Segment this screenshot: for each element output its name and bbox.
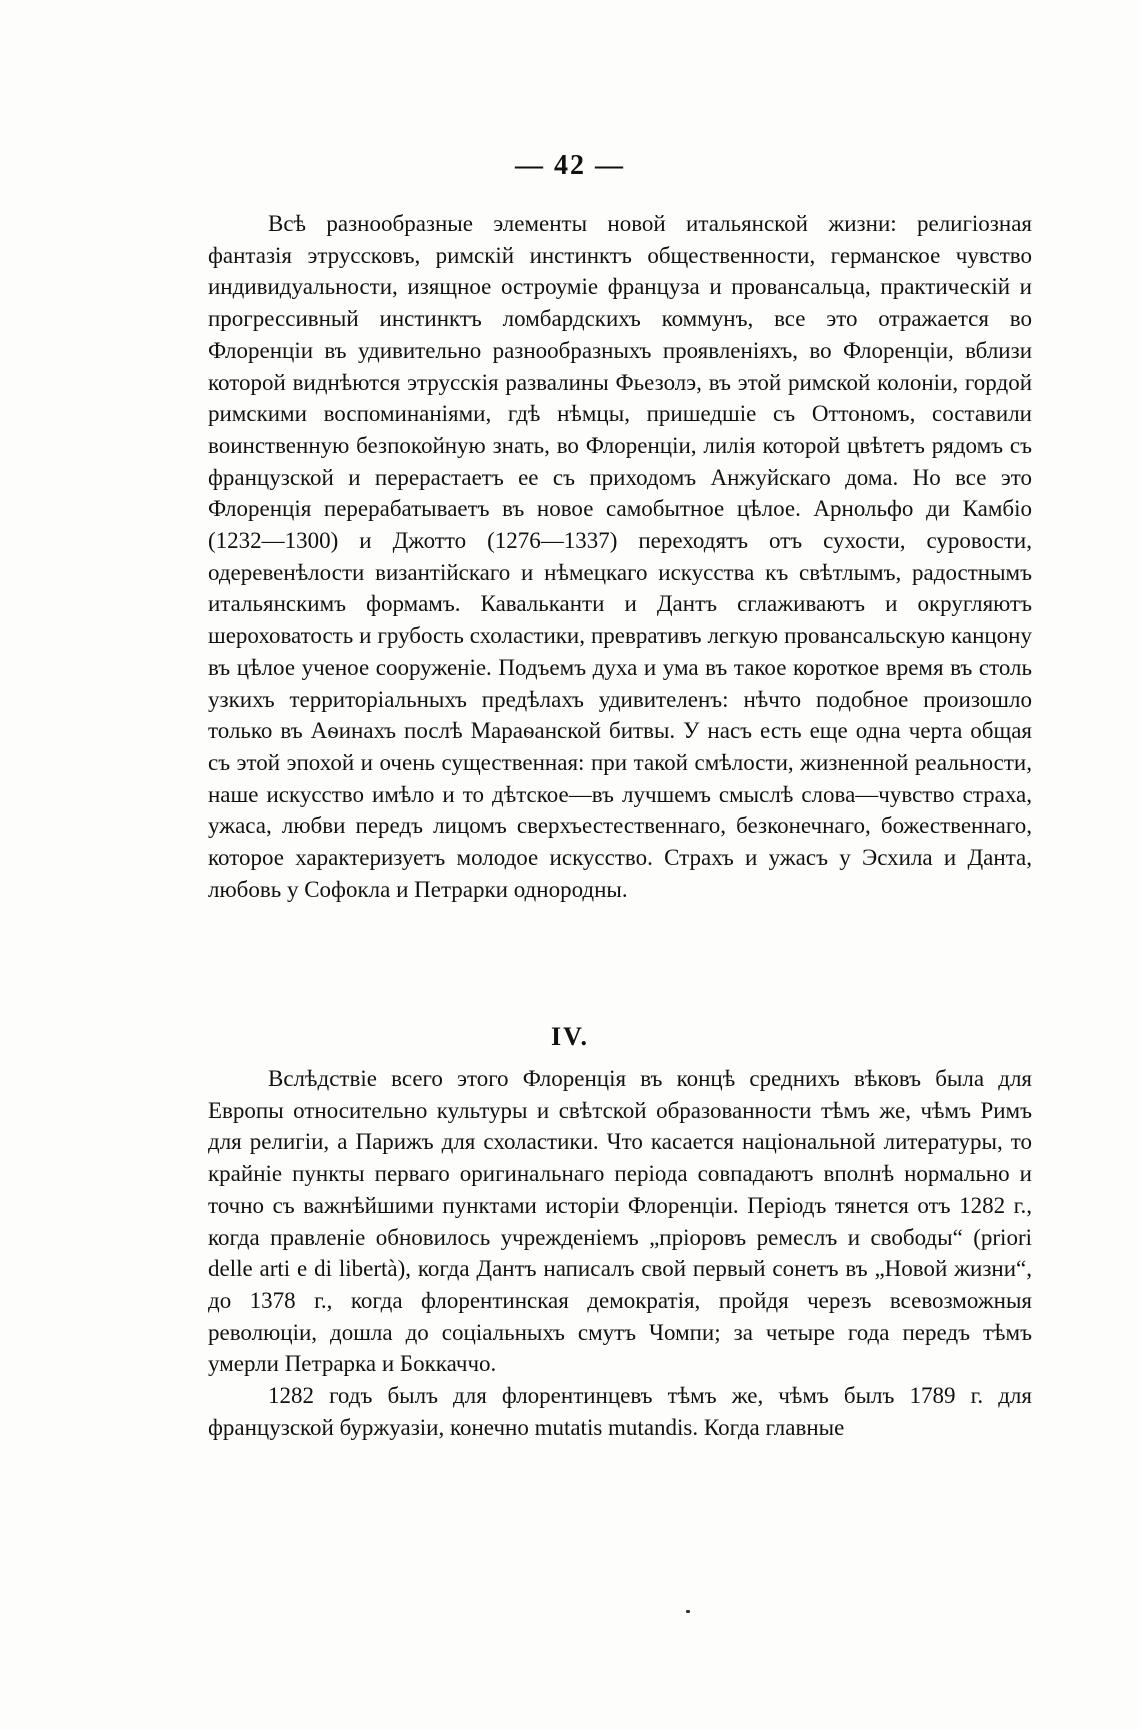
section-heading: IV. [550, 1022, 590, 1051]
page-number: — 42 — [515, 150, 625, 181]
paragraph: Всѣ разнообразные элементы новой итальянской жизни: религіозная фантазія этруссковъ, римскій инстинктъ общественности, германское чувство индивидуальности, изящное остроуміе француза и провансальца, практическій и прогрессивный инстинктъ ломбардскихъ коммунъ, все это отражается во Флоренціи въ удивительно разнообразныхъ проявленіяхъ, во Флоренціи, вблизи которой виднѣются этрусскія развалины Фьезолэ, въ этой римской колоніи, гордой римскими воспоминаніями, гдѣ нѣмцы, пришедшіе съ Оттономъ, составили воинственную безпокойную знать, во Флоренціи, лилія которой цвѣтетъ рядомъ съ французской и перерастаетъ ее съ приходомъ Анжуйскаго дома. Но все это Флоренція перерабатываетъ въ новое самобытное цѣлое. Арнольфо ди Камбіо (1232—1300) и Джотто (1276—1337) переходятъ отъ сухости, суровости, одеревенѣлости византійскаго и нѣмецкаго искусства къ свѣтлымъ, радостнымъ итальянскимъ формамъ. Кавальканти и Дантъ сглаживаютъ и округляютъ шероховатость и грубость схоластики, превративъ легкую провансальскую канцону въ цѣлое ученое сооруженіе. Подъемъ духа и ума въ такое короткое время въ столь узкихъ территоріальныхъ предѣлахъ удивителенъ: нѣчто подобное произошло только въ Аѳинахъ послѣ Мараѳанской битвы. У насъ есть еще одна черта общая съ этой эпохой и очень существенная: при такой смѣлости, жизненной реальности, наше искусство имѣло и то дѣтское—въ лучшемъ смыслѣ слова—чувство страха, ужаса, любви передъ лицомъ сверхъестественнаго, безконечнаго, божественнаго, которое характеризуетъ молодое искусство. Страхъ и ужасъ у Эсхила и Данта, любовь у Софокла и Петрарки однородны. [208, 211, 1032, 902]
body-text-bottom [208, 1063, 1032, 1443]
print-speck [686, 1610, 690, 1613]
paragraph: 1282 годъ былъ для флорентинцевъ тѣмъ же, чѣмъ былъ 1789 г. для французской буржуазіи, конечно mutatis mutandis. Когда главные [208, 1383, 1032, 1440]
paragraph: Вслѣдствіе всего этого Флоренція въ концѣ среднихъ вѣковъ была для Европы относительно культуры и свѣтской образованности тѣмъ же, чѣмъ Римъ для религіи, а Парижъ для схоластики. Что касается національной литературы, то крайніе пункты перваго оригинальнаго періода совпадаютъ вполнѣ нормально и точно съ важнѣйшими пунктами исторіи Флоренціи. Періодъ тянется отъ 1282 г., когда правленіе обновилось учрежденіемъ „пріоровъ ремеслъ и свободы“ (priori delle arti e di libertà), когда Дантъ написалъ свой первый сонетъ въ „Новой жизни“, до 1378 г., когда флорентинская демократія, пройдя черезъ всевозможныя революціи, дошла до соціальныхъ смутъ Чомпи; за четыре года передъ тѣмъ умерли Петрарка и Боккаччо. [208, 1066, 1032, 1377]
body-text-top [208, 208, 1032, 905]
